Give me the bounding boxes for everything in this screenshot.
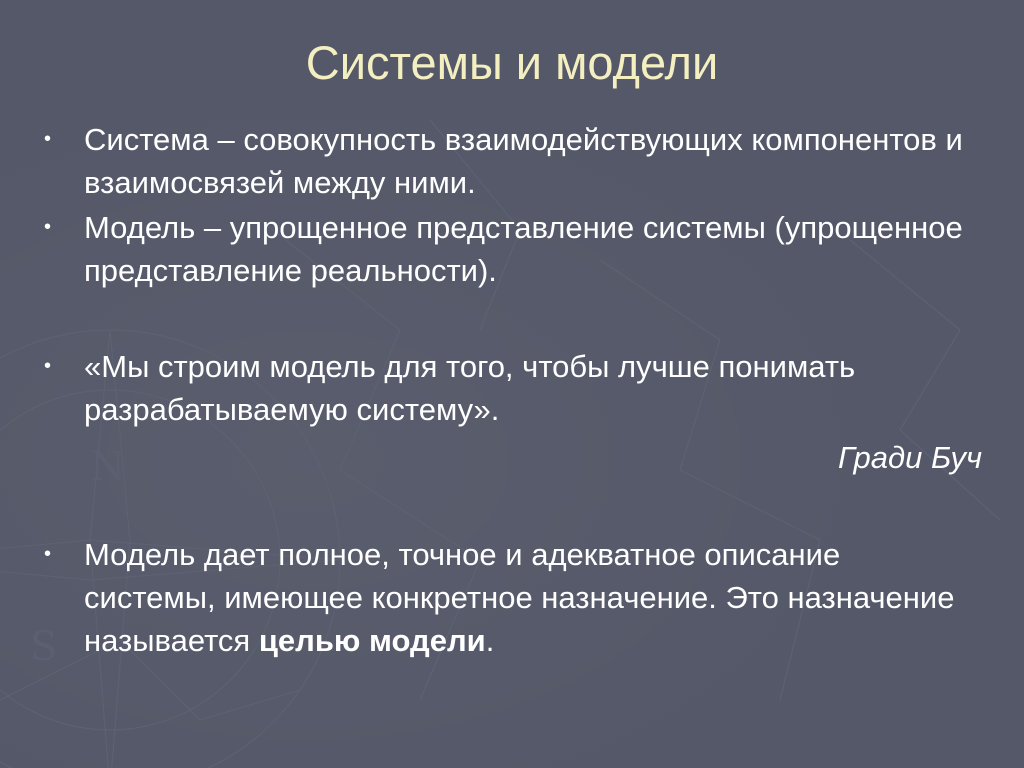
quote-author: Гради Буч [837,440,982,475]
bullet-model-purpose [44,533,964,662]
bullet-text: Модель дает полное, точное и адекватное описание системы, имеющее конкретное назначение. Это назначение называется [84,537,955,658]
svg-text:S: S [30,624,58,670]
bullet-model-definition [44,206,964,292]
emphasized-term: целью модели [258,623,486,658]
bullet-dot: • [44,355,52,377]
bullet-dot: • [44,216,52,238]
bullet-system-definition [44,118,964,204]
bullet-dot: • [44,128,52,150]
svg-text:N: N [90,444,125,490]
quote-text: «Мы строим модель для того, чтобы лучше понимать разрабатываемую систему». [84,349,856,427]
bullet-dot: • [44,543,52,565]
bullet-text: Модель – упрощенное представление системы (упрощенное представление реальности). [84,210,963,288]
bullet-text: Система – совокупность взаимодействующих компонентов и взаимосвязей между ними. [84,122,963,200]
bullet-text-end: . [485,623,495,658]
slide-title: Системы и модели [305,36,719,89]
bullet-quote [44,345,964,431]
